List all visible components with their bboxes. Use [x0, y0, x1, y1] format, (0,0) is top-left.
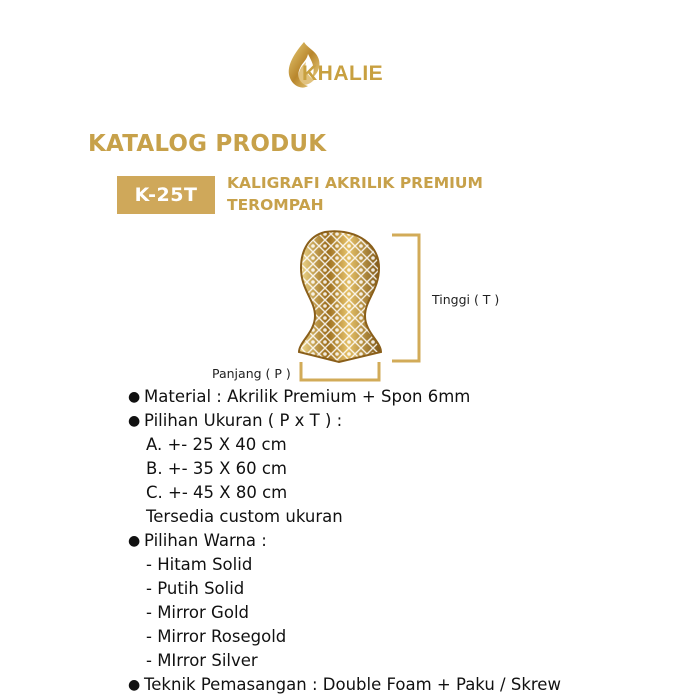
spec-material: [128, 385, 561, 409]
size-option: A. +- 25 X 40 cm: [146, 435, 287, 454]
spec-colors-heading: Pilihan Warna :: [144, 531, 267, 550]
spec-material-text: Material : Akrilik Premium + Spon 6mm: [144, 387, 471, 406]
height-label: Tinggi ( T ): [432, 292, 500, 307]
size-custom-note: Tersedia custom ukuran: [146, 507, 343, 526]
color-option: - Mirror Gold: [146, 603, 249, 622]
brand-name: KHALIE: [302, 62, 384, 85]
size-option: B. +- 35 X 60 cm: [146, 459, 288, 478]
product-image: [295, 228, 385, 366]
spec-colors: [128, 529, 561, 673]
color-option: - Mirror Rosegold: [146, 627, 287, 646]
spec-list: [128, 385, 561, 697]
bullet-icon: ●: [128, 677, 141, 693]
product-name-line2: TEROMPAH: [227, 196, 324, 214]
width-label: Panjang ( P ): [212, 366, 291, 381]
size-options: [144, 433, 561, 529]
color-options: [144, 553, 561, 673]
bullet-icon: ●: [128, 389, 141, 405]
product-name: [227, 172, 527, 216]
size-option: C. +- 45 X 80 cm: [146, 483, 288, 502]
spec-installation-text: Teknik Pemasangan : Double Foam + Paku / Skrew: [144, 675, 561, 694]
spec-sizes-heading: Pilihan Ukuran ( P x T ) :: [144, 411, 343, 430]
catalog-title: KATALOG PRODUK: [88, 131, 327, 157]
product-name-line1: KALIGRAFI AKRILIK PREMIUM: [227, 174, 483, 192]
color-option: - Putih Solid: [146, 579, 245, 598]
color-option: - Hitam Solid: [146, 555, 253, 574]
product-code-badge: K-25T: [117, 176, 215, 214]
color-option: - MIrror Silver: [146, 651, 258, 670]
spec-installation: [128, 673, 561, 697]
bullet-icon: ●: [128, 413, 141, 429]
bullet-icon: ●: [128, 533, 141, 549]
width-dimension-bracket: [298, 360, 382, 384]
spec-sizes: [128, 409, 561, 529]
height-dimension-bracket: [390, 232, 424, 364]
